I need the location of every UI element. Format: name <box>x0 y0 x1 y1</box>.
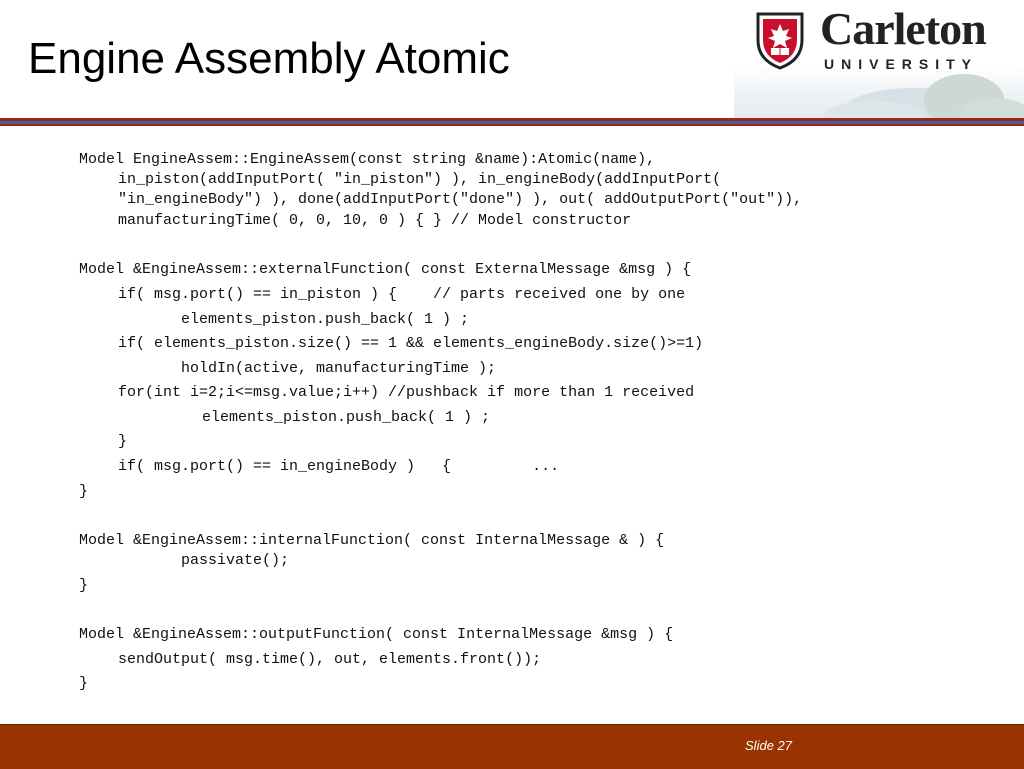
code-line: } <box>118 433 128 450</box>
code-line: Model &EngineAssem::outputFunction( const InternalMessage &msg ) { <box>79 626 674 643</box>
logo-name: Carleton <box>820 3 986 54</box>
code-line: Model &EngineAssem::internalFunction( const InternalMessage & ) { <box>79 532 665 549</box>
code-line: } <box>79 483 89 500</box>
code-line: if( msg.port() == in_piston ) { // parts received one by one <box>118 286 686 303</box>
code-line: "in_engineBody") ), done(addInputPort("done") ), out( addOutputPort("out")), <box>118 191 803 208</box>
code-line: } <box>79 675 89 692</box>
code-line: if( elements_piston.size() == 1 && elements_engineBody.size()>=1) <box>118 335 704 352</box>
shield-icon <box>754 10 806 70</box>
slide-number: Slide 27 <box>745 738 792 753</box>
university-logo <box>734 0 1024 120</box>
logo-subtitle: UNIVERSITY <box>824 56 979 72</box>
code-line: for(int i=2;i<=msg.value;i++) //pushback if more than 1 received <box>118 384 695 401</box>
footer-bar <box>0 724 1024 769</box>
header-rule-red-lower <box>0 124 1024 126</box>
code-line: elements_piston.push_back( 1 ) ; <box>181 311 470 328</box>
code-line: holdIn(active, manufacturingTime ); <box>181 360 497 377</box>
code-line: sendOutput( msg.time(), out, elements.front()); <box>118 651 542 668</box>
code-line: manufacturingTime( 0, 0, 10, 0 ) { } // Model constructor <box>118 212 632 229</box>
code-line: passivate(); <box>181 552 290 569</box>
code-line: Model &EngineAssem::externalFunction( const ExternalMessage &msg ) { <box>79 261 692 278</box>
code-line: Model EngineAssem::EngineAssem(const string &name):Atomic(name), <box>79 151 656 168</box>
code-line: } <box>79 577 89 594</box>
slide-title: Engine Assembly Atomic <box>28 34 510 83</box>
code-line: elements_piston.push_back( 1 ) ; <box>202 409 491 426</box>
code-line: if( msg.port() == in_engineBody ) { ... <box>118 458 560 475</box>
code-line: in_piston(addInputPort( "in_piston") ), in_engineBody(addInputPort( <box>118 171 722 188</box>
